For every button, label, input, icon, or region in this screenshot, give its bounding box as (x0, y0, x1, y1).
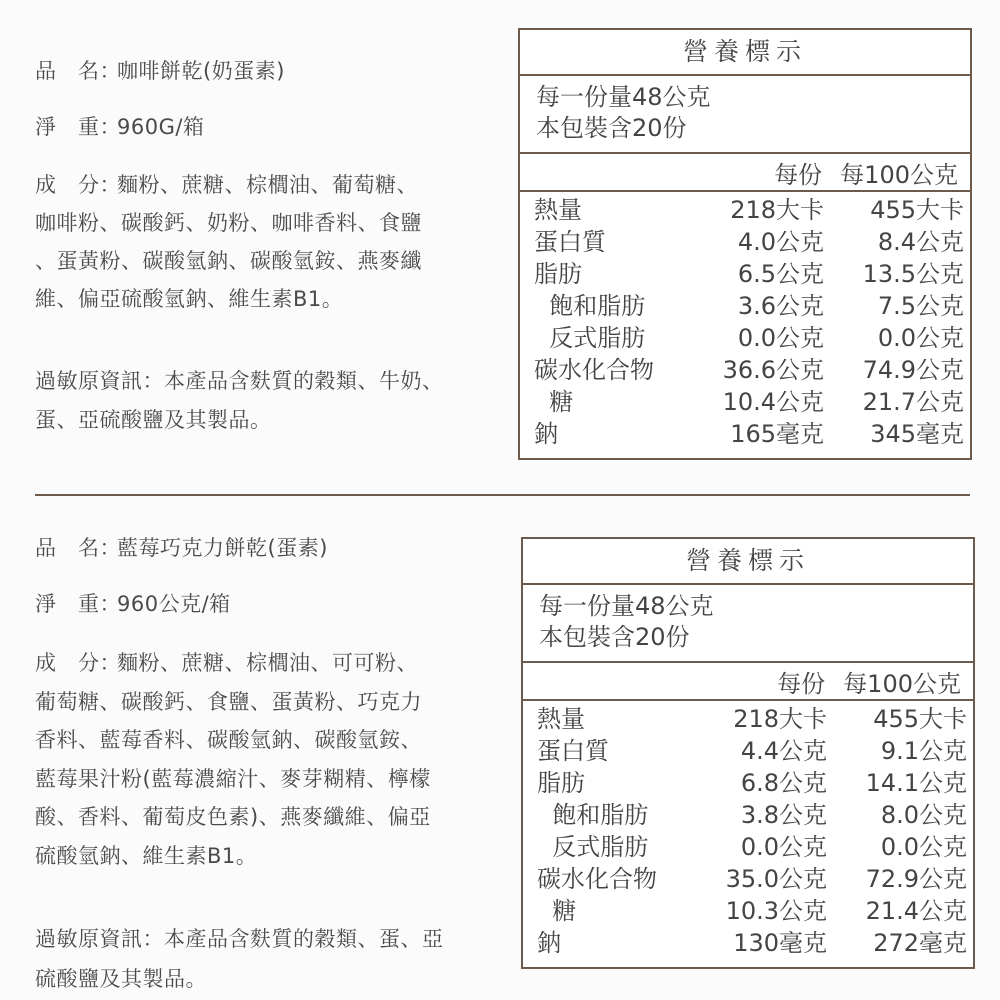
per-serving-value: 3.8公克 (740, 801, 827, 829)
serving-size: 每一份量48公克 (539, 592, 714, 620)
nutrition-row (523, 831, 973, 863)
nutrition-row (523, 767, 973, 799)
per-100g-value: 8.4公克 (877, 228, 964, 256)
per-serving-value: 10.3公克 (725, 897, 827, 925)
allergen-line: 硫酸鹽及其製品。 (35, 967, 207, 991)
ingredients-line: 酸、香料、葡萄皮色素)、燕麥纖維、偏亞 (35, 805, 431, 829)
nutrition-row (523, 863, 973, 895)
product-name: 咖啡餅乾(奶蛋素) (117, 59, 285, 83)
per-100g-value: 13.5公克 (862, 260, 964, 288)
per-serving-value: 4.0公克 (737, 228, 824, 256)
nutrition-table (518, 28, 972, 460)
per-100g-value: 455大卡 (873, 705, 967, 733)
ingredients-line: 藍莓果汁粉(藍莓濃縮汁、麥芽糊精、檸檬 (35, 766, 431, 791)
per-100g-value: 8.0公克 (880, 801, 967, 829)
per-100g-value: 74.9公克 (862, 356, 964, 384)
serving-size: 每一份量48公克 (536, 83, 711, 111)
per-100g-value: 21.7公克 (862, 388, 964, 416)
per-serving-value: 218大卡 (733, 705, 827, 733)
nutrition-row (520, 226, 970, 258)
serving-info (523, 585, 973, 663)
allergen-info (35, 919, 505, 999)
ingredients-line: 、蛋黃粉、碳酸氫鈉、碳酸氫銨、燕麥纖 (35, 249, 422, 273)
product-section-coffee (0, 0, 1000, 480)
per-100g-value: 21.4公克 (865, 897, 967, 925)
nutrient-name: 脂肪 (534, 260, 582, 288)
product-info (35, 55, 505, 440)
nutrient-name: 鈉 (537, 929, 561, 957)
col-per-serving: 每份 (774, 160, 823, 189)
per-serving-value: 6.5公克 (737, 260, 824, 288)
ingredients-text: 麵粉、蔗糖、棕櫚油、葡萄糖、 (117, 173, 418, 197)
nutrition-table (521, 537, 975, 969)
serving-info (520, 76, 970, 154)
nutrient-name: 飽和脂肪 (534, 292, 646, 320)
ingredients-label: 成 分： (35, 173, 121, 197)
net-weight-label: 淨 重： (35, 592, 121, 616)
ingredients-line (35, 644, 505, 683)
per-100g-value: 7.5公克 (877, 292, 964, 320)
nutrition-row (520, 354, 970, 386)
nutrient-name: 糖 (534, 388, 574, 416)
nutrient-name: 糖 (537, 897, 577, 925)
nutrient-name: 碳水化合物 (534, 356, 654, 384)
per-serving-value: 0.0公克 (737, 324, 824, 352)
nutrition-title: 營養標示 (520, 30, 970, 76)
per-serving-value: 218大卡 (730, 196, 824, 224)
ingredients-line: 維、偏亞硫酸氫鈉、維生素B1。 (35, 287, 344, 311)
allergen-line: 蛋、亞硫酸鹽及其製品。 (35, 408, 272, 432)
nutrition-row (523, 895, 973, 927)
per-serving-value: 0.0公克 (740, 833, 827, 861)
per-100g-value: 345毫克 (870, 420, 964, 448)
nutrition-row (520, 258, 970, 290)
nutrition-row (523, 703, 973, 735)
nutrient-name: 脂肪 (537, 769, 585, 797)
nutrient-name: 鈉 (534, 420, 558, 448)
section-divider (35, 494, 970, 496)
nutrition-title: 營養標示 (523, 539, 973, 585)
nutrition-row (520, 194, 970, 226)
nutrition-column-headers (523, 663, 973, 701)
col-per-serving: 每份 (777, 669, 826, 698)
servings-per-package: 本包裝含20份 (539, 623, 690, 651)
per-100g-value: 9.1公克 (880, 737, 967, 765)
per-serving-value: 36.6公克 (722, 356, 824, 384)
allergen-info (35, 362, 505, 440)
per-100g-value: 272毫克 (873, 929, 967, 957)
product-section-blueberry (0, 510, 1000, 1000)
product-name-row (35, 532, 505, 565)
nutrient-name: 碳水化合物 (537, 865, 657, 893)
net-weight: 960G/箱 (117, 115, 205, 139)
product-name: 藍莓巧克力餅乾(蛋素) (117, 536, 328, 560)
col-per-100g: 每100公克 (840, 160, 958, 189)
nutrition-column-headers (520, 154, 970, 192)
ingredients-line: 葡萄糖、碳酸鈣、食鹽、蛋黃粉、巧克力 (35, 689, 422, 714)
product-info (35, 532, 505, 999)
ingredients-text: 麵粉、蔗糖、棕櫚油、可可粉、 (117, 651, 418, 675)
col-per-100g: 每100公克 (843, 669, 961, 698)
nutrient-name: 飽和脂肪 (537, 801, 649, 829)
product-name-row (35, 55, 505, 88)
ingredients-line: 硫酸氫鈉、維生素B1。 (35, 843, 258, 868)
nutrition-row (523, 927, 973, 959)
nutrient-name: 蛋白質 (534, 228, 606, 256)
per-100g-value: 455大卡 (870, 196, 964, 224)
nutrition-row (523, 735, 973, 767)
per-100g-value: 0.0公克 (880, 833, 967, 861)
per-100g-value: 72.9公克 (865, 865, 967, 893)
ingredients-line: 香料、藍莓香料、碳酸氫鈉、碳酸氫銨、 (35, 728, 422, 752)
allergen-line: 過敏原資訊：本產品含麩質的穀類、蛋、亞 (35, 927, 444, 951)
nutrient-name: 熱量 (537, 705, 585, 733)
ingredients (35, 166, 505, 318)
nutrient-name: 蛋白質 (537, 737, 609, 765)
per-serving-value: 3.6公克 (737, 292, 824, 320)
allergen-line: 過敏原資訊：本產品含麩質的穀類、牛奶、 (35, 369, 444, 393)
nutrient-name: 熱量 (534, 196, 582, 224)
net-weight-label: 淨 重： (35, 115, 121, 139)
nutrition-rows (523, 701, 973, 959)
net-weight-row (35, 111, 505, 144)
net-weight-row (35, 588, 505, 621)
per-serving-value: 6.8公克 (740, 769, 827, 797)
ingredients-line (35, 166, 505, 204)
per-serving-value: 130毫克 (733, 929, 827, 957)
ingredients (35, 644, 505, 875)
product-name-label: 品 名： (35, 536, 121, 560)
servings-per-package: 本包裝含20份 (536, 114, 687, 142)
nutrition-row (520, 322, 970, 354)
ingredients-line: 咖啡粉、碳酸鈣、奶粉、咖啡香料、食鹽 (35, 211, 422, 235)
nutrition-row (520, 418, 970, 450)
per-serving-value: 4.4公克 (740, 737, 827, 765)
nutrition-row (523, 799, 973, 831)
per-100g-value: 14.1公克 (865, 769, 967, 797)
nutrient-name: 反式脂肪 (537, 833, 649, 861)
per-serving-value: 35.0公克 (725, 865, 827, 893)
nutrient-name: 反式脂肪 (534, 324, 646, 352)
net-weight: 960公克/箱 (117, 592, 231, 616)
ingredients-label: 成 分： (35, 651, 121, 675)
per-serving-value: 10.4公克 (722, 388, 824, 416)
product-name-label: 品 名： (35, 59, 121, 83)
nutrition-row (520, 290, 970, 322)
nutrition-rows (520, 192, 970, 450)
nutrition-row (520, 386, 970, 418)
per-100g-value: 0.0公克 (877, 324, 964, 352)
per-serving-value: 165毫克 (730, 420, 824, 448)
